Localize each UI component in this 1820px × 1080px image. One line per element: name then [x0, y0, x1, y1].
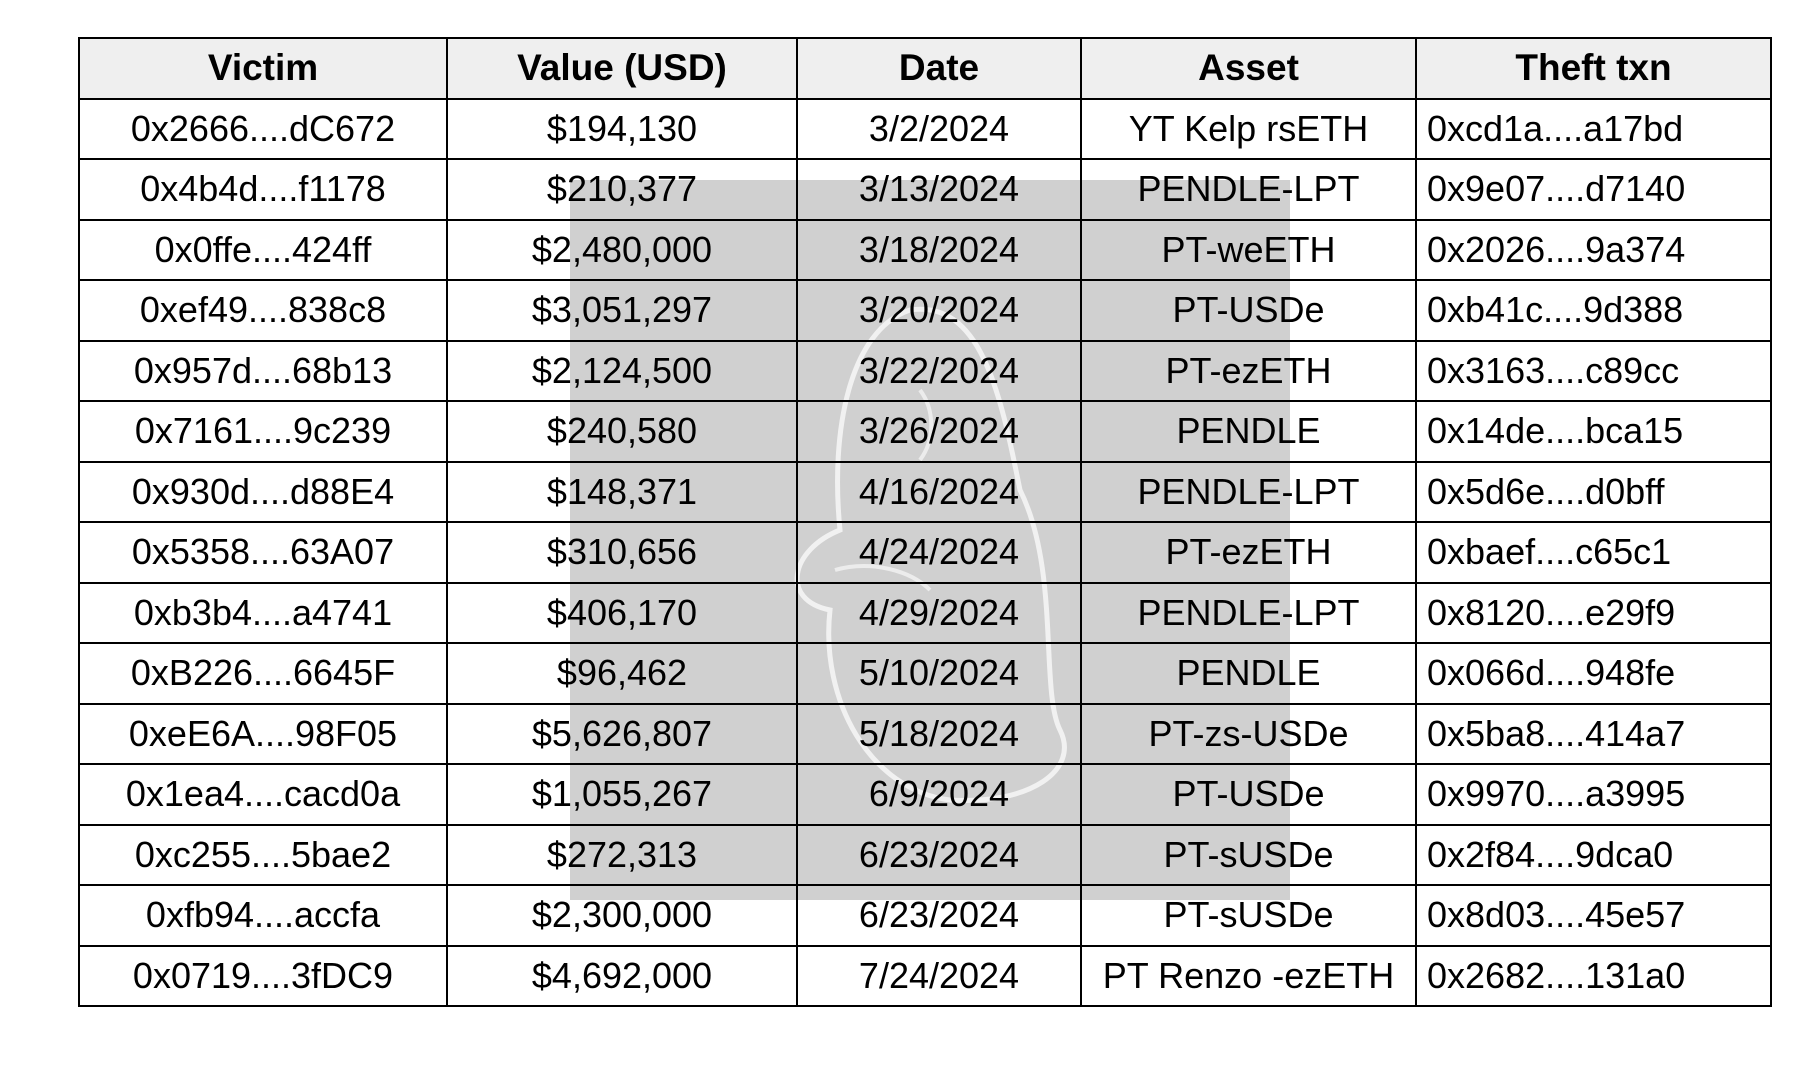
txn-cell: 0x2026....9a374: [1416, 220, 1771, 281]
asset-cell: PENDLE-LPT: [1081, 462, 1416, 523]
victim-cell: 0xeE6A....98F05: [79, 704, 447, 765]
date-cell: 4/24/2024: [797, 522, 1081, 583]
value-cell: $148,371: [447, 462, 797, 523]
victim-cell: 0xc255....5bae2: [79, 825, 447, 886]
asset-cell: YT Kelp rsETH: [1081, 99, 1416, 160]
value-cell: $272,313: [447, 825, 797, 886]
txn-cell: 0xcd1a....a17bd: [1416, 99, 1771, 160]
txn-cell: 0x14de....bca15: [1416, 401, 1771, 462]
table-row: [79, 220, 1771, 281]
value-cell: $310,656: [447, 522, 797, 583]
header-value: Value (USD): [447, 38, 797, 99]
value-cell: $2,124,500: [447, 341, 797, 402]
table-row: [79, 704, 1771, 765]
table-row: [79, 643, 1771, 704]
asset-cell: PT-sUSDe: [1081, 885, 1416, 946]
victim-cell: 0xfb94....accfa: [79, 885, 447, 946]
date-cell: 3/20/2024: [797, 280, 1081, 341]
victim-cell: 0x930d....d88E4: [79, 462, 447, 523]
asset-cell: PT-USDe: [1081, 764, 1416, 825]
txn-cell: 0x3163....c89cc: [1416, 341, 1771, 402]
value-cell: $194,130: [447, 99, 797, 160]
header-row: [79, 38, 1771, 99]
victim-cell: 0x2666....dC672: [79, 99, 447, 160]
victim-cell: 0x957d....68b13: [79, 341, 447, 402]
victim-cell: 0x7161....9c239: [79, 401, 447, 462]
date-cell: 3/13/2024: [797, 159, 1081, 220]
victim-cell: 0x0ffe....424ff: [79, 220, 447, 281]
header-theft-txn: Theft txn: [1416, 38, 1771, 99]
table-row: [79, 280, 1771, 341]
table-row: [79, 341, 1771, 402]
asset-cell: PT-USDe: [1081, 280, 1416, 341]
asset-cell: PENDLE: [1081, 643, 1416, 704]
value-cell: $240,580: [447, 401, 797, 462]
asset-cell: PENDLE-LPT: [1081, 583, 1416, 644]
date-cell: 4/29/2024: [797, 583, 1081, 644]
txn-cell: 0x2f84....9dca0: [1416, 825, 1771, 886]
date-cell: 6/9/2024: [797, 764, 1081, 825]
victim-cell: 0xef49....838c8: [79, 280, 447, 341]
value-cell: $3,051,297: [447, 280, 797, 341]
date-cell: 3/26/2024: [797, 401, 1081, 462]
asset-cell: PT-zs-USDe: [1081, 704, 1416, 765]
table-row: [79, 522, 1771, 583]
txn-cell: 0x9e07....d7140: [1416, 159, 1771, 220]
asset-cell: PT-ezETH: [1081, 522, 1416, 583]
value-cell: $96,462: [447, 643, 797, 704]
asset-cell: PT-ezETH: [1081, 341, 1416, 402]
header-victim: Victim: [79, 38, 447, 99]
table-row: [79, 825, 1771, 886]
date-cell: 5/18/2024: [797, 704, 1081, 765]
asset-cell: PT-sUSDe: [1081, 825, 1416, 886]
txn-cell: 0xbaef....c65c1: [1416, 522, 1771, 583]
table-row: [79, 764, 1771, 825]
txn-cell: 0x8d03....45e57: [1416, 885, 1771, 946]
victim-cell: 0x0719....3fDC9: [79, 946, 447, 1007]
value-cell: $406,170: [447, 583, 797, 644]
txn-cell: 0x8120....e29f9: [1416, 583, 1771, 644]
txn-cell: 0xb41c....9d388: [1416, 280, 1771, 341]
txn-cell: 0x2682....131a0: [1416, 946, 1771, 1007]
value-cell: $2,480,000: [447, 220, 797, 281]
date-cell: 3/18/2024: [797, 220, 1081, 281]
date-cell: 6/23/2024: [797, 885, 1081, 946]
txn-cell: 0x5d6e....d0bff: [1416, 462, 1771, 523]
asset-cell: PENDLE: [1081, 401, 1416, 462]
value-cell: $1,055,267: [447, 764, 797, 825]
txn-cell: 0x066d....948fe: [1416, 643, 1771, 704]
date-cell: 6/23/2024: [797, 825, 1081, 886]
date-cell: 4/16/2024: [797, 462, 1081, 523]
table-row: [79, 885, 1771, 946]
date-cell: 3/2/2024: [797, 99, 1081, 160]
table-row: [79, 946, 1771, 1007]
asset-cell: PT Renzo -ezETH: [1081, 946, 1416, 1007]
table-row: [79, 462, 1771, 523]
txn-cell: 0x5ba8....414a7: [1416, 704, 1771, 765]
asset-cell: PENDLE-LPT: [1081, 159, 1416, 220]
date-cell: 5/10/2024: [797, 643, 1081, 704]
date-cell: 3/22/2024: [797, 341, 1081, 402]
asset-cell: PT-weETH: [1081, 220, 1416, 281]
value-cell: $5,626,807: [447, 704, 797, 765]
header-date: Date: [797, 38, 1081, 99]
table-row: [79, 401, 1771, 462]
value-cell: $210,377: [447, 159, 797, 220]
victim-cell: 0xB226....6645F: [79, 643, 447, 704]
theft-table: [78, 37, 1772, 1007]
victim-cell: 0x5358....63A07: [79, 522, 447, 583]
header-asset: Asset: [1081, 38, 1416, 99]
victim-cell: 0x4b4d....f1178: [79, 159, 447, 220]
table-row: [79, 159, 1771, 220]
value-cell: $4,692,000: [447, 946, 797, 1007]
table-row: [79, 99, 1771, 160]
date-cell: 7/24/2024: [797, 946, 1081, 1007]
txn-cell: 0x9970....a3995: [1416, 764, 1771, 825]
value-cell: $2,300,000: [447, 885, 797, 946]
table-row: [79, 583, 1771, 644]
victim-cell: 0x1ea4....cacd0a: [79, 764, 447, 825]
victim-cell: 0xb3b4....a4741: [79, 583, 447, 644]
